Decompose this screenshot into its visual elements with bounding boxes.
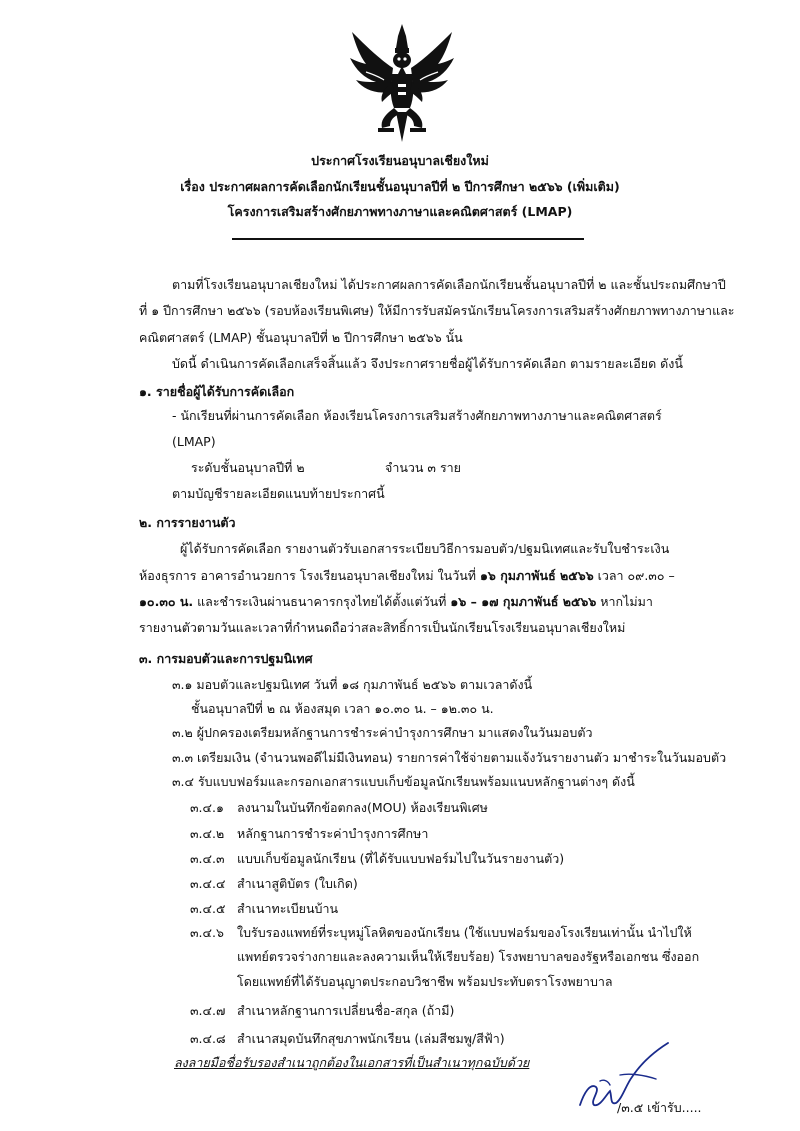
subitem-text: สำเนาสมุดบันทึกสุขภาพนักเรียน (เล่มสีชมพู/สีฟ้า) bbox=[237, 1031, 505, 1046]
subitem-text-cont: โดยแพทย์ที่ได้รับอนุญาตประกอบวิชาชีพ พร้อมประทับตราโรงพยาบาล bbox=[237, 974, 613, 989]
section-2-line-2 bbox=[139, 567, 675, 585]
subitem-number: ๓.๔.๖ bbox=[190, 925, 224, 940]
section-2-line-3b: และชำระเงินผ่านธนาคารกรุงไทยได้ตั้งแต่วันที่ bbox=[193, 594, 451, 609]
header-divider bbox=[232, 238, 584, 240]
subitem-number: ๓.๔.๑ bbox=[190, 800, 224, 815]
payment-dates: ๑๖ – ๑๗ กุมภาพันธ์ ๒๕๖๖ bbox=[450, 594, 597, 609]
section-2-line-3 bbox=[139, 593, 653, 611]
section-3-4: ๓.๔ รับแบบฟอร์มและกรอกเอกสารแบบเก็บข้อมูลนักเรียนพร้อมแนบหลักฐานต่างๆ ดังนี้ bbox=[172, 774, 635, 789]
section-1-note: ตามบัญชีรายละเอียดแนบท้ายประกาศนี้ bbox=[172, 486, 385, 501]
continuation-marker: /๓.๕ เข้ารับ..... bbox=[617, 1100, 702, 1115]
intro-line-3: คณิตศาสตร์ (LMAP) ชั้นอนุบาลปีที่ ๒ ปีการศึกษา ๒๕๖๖ นั้น bbox=[139, 330, 463, 345]
subitem-number: ๓.๔.๓ bbox=[190, 851, 225, 866]
subitem-text: ลงนามในบันทึกข้อตกลง(MOU) ห้องเรียนพิเศษ bbox=[237, 800, 488, 815]
section-1-item-cont: (LMAP) bbox=[172, 434, 216, 449]
project-name: โครงการเสริมสร้างศักยภาพทางภาษาและคณิตศาสตร์ (LMAP) bbox=[227, 204, 573, 219]
section-1-level: ระดับชั้นอนุบาลปีที่ ๒ bbox=[191, 460, 305, 475]
section-2-line-2c: เวลา ๐๙.๓๐ – bbox=[593, 568, 675, 583]
section-2-line-3d: หากไม่มา bbox=[596, 594, 653, 609]
subitem-number: ๓.๔.๕ bbox=[190, 901, 226, 916]
section-1-item: - นักเรียนที่ผ่านการคัดเลือก ห้องเรียนโครงการเสริมสร้างศักยภาพทางภาษาและคณิตศาสตร์ bbox=[172, 408, 662, 423]
section-2-title: ๒. การรายงานตัว bbox=[139, 515, 236, 530]
intro-line-2: ที่ ๑ ปีการศึกษา ๒๕๖๖ (รอบห้องเรียนพิเศษ) ให้มีการรับสมัครนักเรียนโครงการเสริมสร้างศักยภาพทางภาษาและ bbox=[139, 303, 735, 318]
section-1-count: จำนวน ๓ ราย bbox=[385, 460, 462, 475]
announcement-title: ประกาศโรงเรียนอนุบาลเชียงใหม่ bbox=[311, 153, 489, 168]
subitem-text: หลักฐานการชำระค่าบำรุงการศึกษา bbox=[237, 826, 429, 841]
garuda-emblem-icon bbox=[346, 22, 458, 144]
intro-line-1: ตามที่โรงเรียนอนุบาลเชียงใหม่ ได้ประกาศผลการคัดเลือกนักเรียนชั้นอนุบาลปีที่ ๒ และชั้นประถมศึกษาปี bbox=[172, 277, 726, 292]
announcement-subject: เรื่อง ประกาศผลการคัดเลือกนักเรียนชั้นอนุบาลปีที่ ๒ ปีการศึกษา ๒๕๖๖ (เพิ่มเติม) bbox=[180, 179, 620, 194]
subitem-number: ๓.๔.๘ bbox=[190, 1031, 226, 1046]
certification-footnote: ลงลายมือชื่อรับรองสำเนาถูกต้องในเอกสารที่เป็นสำเนาทุกฉบับด้วย bbox=[174, 1055, 530, 1070]
section-3-title: ๓. การมอบตัวและการปฐมนิเทศ bbox=[139, 651, 313, 666]
section-2-line-4: รายงานตัวตามวันและเวลาที่กำหนดถือว่าสละสิทธิ์การเป็นนักเรียนโรงเรียนอนุบาลเชียงใหม่ bbox=[139, 620, 626, 635]
report-end-time: ๑๐.๓๐ น. bbox=[139, 594, 194, 609]
subitem-text: สำเนาหลักฐานการเปลี่ยนชื่อ-สกุล (ถ้ามี) bbox=[237, 1003, 455, 1018]
subitem-text-cont: แพทย์ตรวจร่างกายและลงความเห็นให้เรียบร้อย) โรงพยาบาลของรัฐหรือเอกชน ซึ่งออก bbox=[237, 949, 700, 964]
section-3-2: ๓.๒ ผู้ปกครองเตรียมหลักฐานการชำระค่าบำรุงการศึกษา มาแสดงในวันมอบตัว bbox=[172, 725, 593, 740]
report-date: ๑๖ กุมภาพันธ์ ๒๕๖๖ bbox=[480, 568, 594, 583]
subitem-text: สำเนาทะเบียนบ้าน bbox=[237, 901, 339, 916]
section-2-line-1: ผู้ได้รับการคัดเลือก รายงานตัวรับเอกสารระเบียบวิธีการมอบตัว/ปฐมนิเทศและรับใบชำระเงิน bbox=[180, 541, 670, 556]
subitem-text: ใบรับรองแพทย์ที่ระบุหมู่โลหิตของนักเรียน (ใช้แบบฟอร์มของโรงเรียนเท่านั้น นำไปให้ bbox=[237, 925, 692, 940]
subitem-number: ๓.๔.๗ bbox=[190, 1003, 226, 1018]
section-2-line-2a: ห้องธุรการ อาคารอำนวยการ โรงเรียนอนุบาลเชียงใหม่ ในวันที่ bbox=[139, 568, 480, 583]
section-1-title: ๑. รายชื่อผู้ได้รับการคัดเลือก bbox=[139, 384, 295, 399]
subitem-number: ๓.๔.๔ bbox=[190, 876, 226, 891]
section-3-1-detail: ชั้นอนุบาลปีที่ ๒ ณ ห้องสมุด เวลา ๑๐.๓๐ น. – ๑๒.๓๐ น. bbox=[191, 701, 494, 716]
section-3-3: ๓.๓ เตรียมเงิน (จำนวนพอดีไม่มีเงินทอน) รายการค่าใช้จ่ายตามแจ้งวันรายงานตัว มาชำระในวันมอบตัว bbox=[172, 750, 727, 765]
subitem-text: สำเนาสูติบัตร (ใบเกิด) bbox=[237, 876, 358, 891]
intro-line-4: บัดนี้ ดำเนินการคัดเลือกเสร็จสิ้นแล้ว จึงประกาศรายชื่อผู้ได้รับการคัดเลือก ตามรายละเอียด ดังนี้ bbox=[172, 356, 683, 371]
subitem-text: แบบเก็บข้อมูลนักเรียน (ที่ได้รับแบบฟอร์มไปในวันรายงานตัว) bbox=[237, 851, 565, 866]
section-3-1: ๓.๑ มอบตัวและปฐมนิเทศ วันที่ ๑๘ กุมภาพันธ์ ๒๕๖๖ ตามเวลาดังนี้ bbox=[172, 677, 533, 692]
subitem-number: ๓.๔.๒ bbox=[190, 826, 225, 841]
